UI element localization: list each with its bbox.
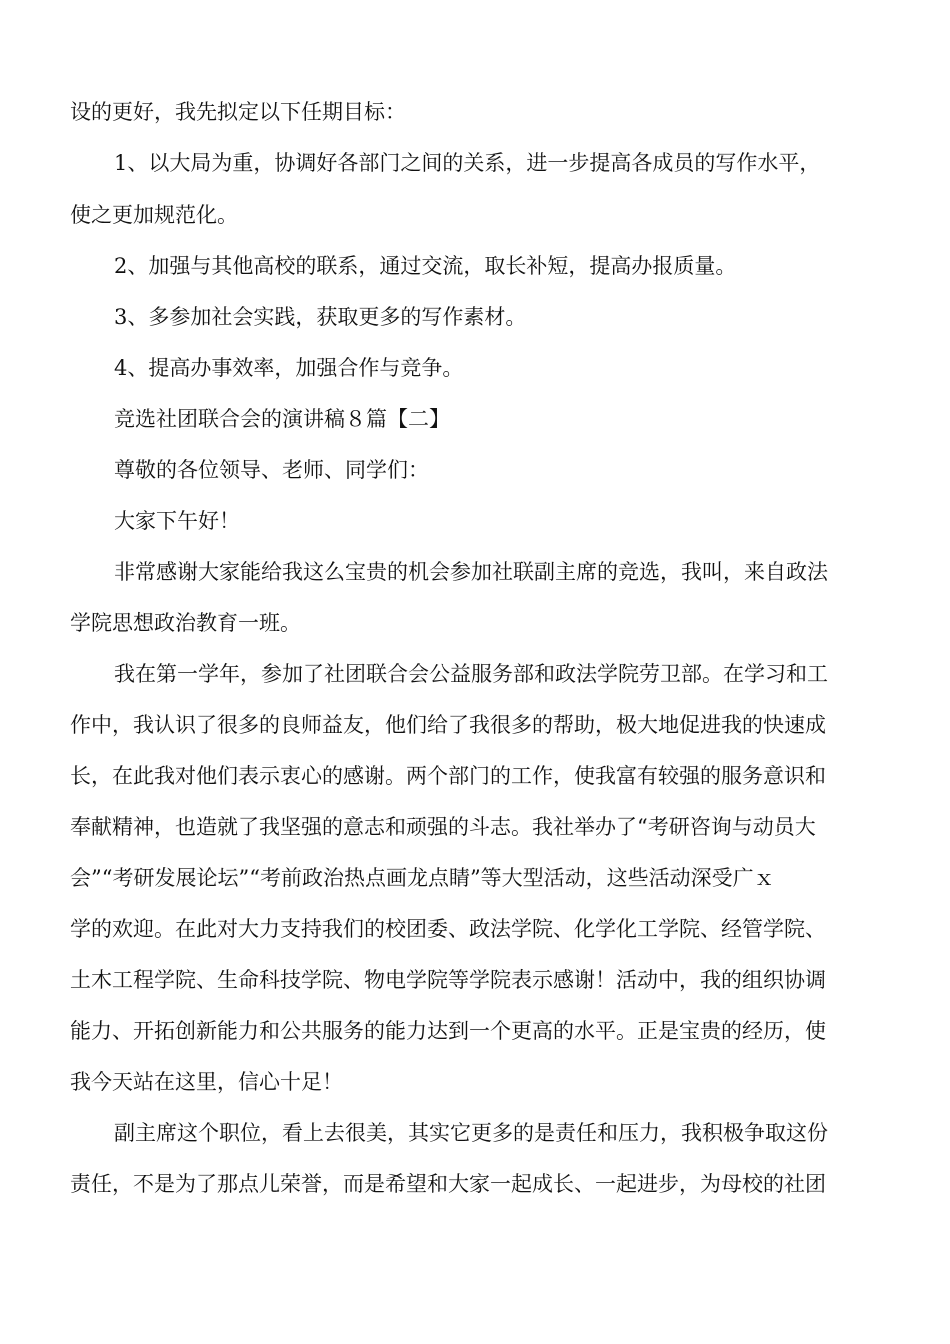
text-line: 会”“考研发展论坛”“考前政治热点画龙点睛”等大型活动，这些活动深受广ｘ: [70, 866, 775, 890]
text-line: 设的更好，我先拟定以下任期目标：: [70, 100, 406, 124]
text-line: 尊敬的各位领导、老师、同学们：: [114, 458, 429, 482]
text-line: 能力、开拓创新能力和公共服务的能力达到一个更高的水平。正是宝贵的经历，使: [70, 1019, 826, 1043]
text-line: 奉献精神，也造就了我坚强的意志和顽强的斗志。我社举办了“考研咨询与动员大: [70, 815, 816, 839]
text-line: 大家下午好！: [114, 509, 240, 533]
section-heading: 竞选社团联合会的演讲稿８篇【二】: [114, 407, 450, 431]
text-line: 4、提高办事效率，加强合作与竞争。: [114, 356, 464, 380]
text-line: 3、多参加社会实践，获取更多的写作素材。: [114, 305, 527, 329]
text-line: 学的欢迎。在此对大力支持我们的校团委、政法学院、化学化工学院、经管学院、: [70, 917, 826, 941]
text-line: 学院思想政治教育一班。: [70, 611, 301, 635]
text-line: 副主席这个职位，看上去很美，其实它更多的是责任和压力，我积极争取这份: [114, 1121, 828, 1145]
text-line: 1、以大局为重，协调好各部门之间的关系，进一步提高各成员的写作水平，: [114, 151, 821, 175]
text-line: 使之更加规范化。: [70, 203, 238, 227]
text-line: 2、加强与其他高校的联系，通过交流，取长补短，提高办报质量。: [114, 254, 737, 278]
text-line: 我在第一学年，参加了社团联合会公益服务部和政法学院劳卫部。在学习和工: [114, 662, 828, 686]
text-line: 我今天站在这里，信心十足！: [70, 1070, 343, 1094]
text-line: 非常感谢大家能给我这么宝贵的机会参加社联副主席的竞选，我叫，来自政法: [114, 560, 828, 584]
text-line: 作中，我认识了很多的良师益友，他们给了我很多的帮助，极大地促进我的快速成: [70, 713, 826, 737]
text-line: 长，在此我对他们表示衷心的感谢。两个部门的工作，使我富有较强的服务意识和: [70, 764, 826, 788]
text-line: 责任，不是为了那点儿荣誉，而是希望和大家一起成长、一起进步，为母校的社团: [70, 1172, 826, 1196]
text-line: 土木工程学院、生命科技学院、物电学院等学院表示感谢！活动中，我的组织协调: [70, 968, 826, 992]
